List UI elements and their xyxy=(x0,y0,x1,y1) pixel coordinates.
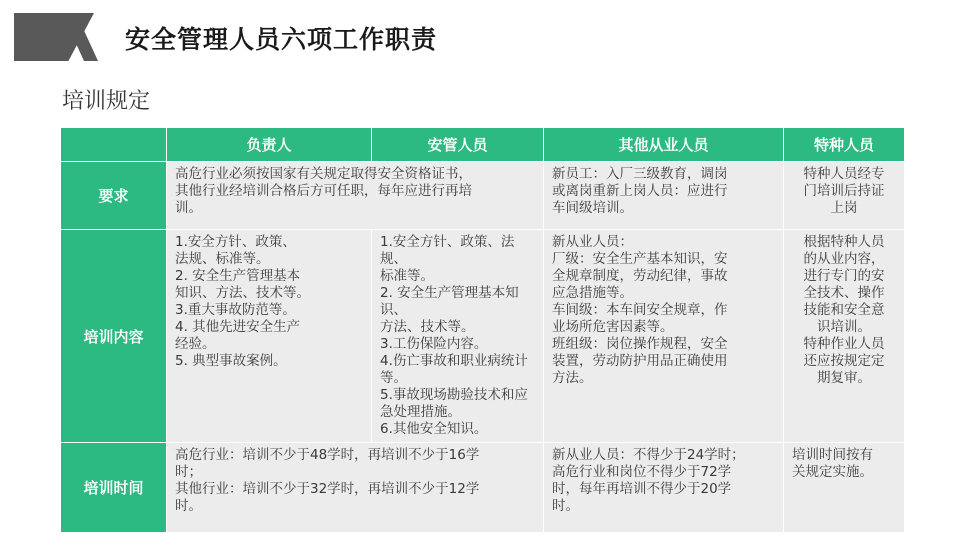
page-title: 安全管理人员六项工作职责 xyxy=(125,25,438,54)
text-line: 时； xyxy=(175,464,202,480)
text-line: 特种作业人员 xyxy=(803,336,885,352)
text-line: 厂级：安全生产基本知识，安 xyxy=(552,251,728,267)
text-line: 等。 xyxy=(380,370,407,386)
text-line: 2. 安全生产管理基本 xyxy=(175,268,301,284)
requirements-merged-cell xyxy=(167,162,544,230)
text-line: 还应按规定定 xyxy=(803,353,885,369)
content-special-cell xyxy=(784,230,905,443)
text-line: 方法。 xyxy=(552,370,593,386)
text-line: 期复审。 xyxy=(817,370,871,386)
text-line: 识培训。 xyxy=(817,319,871,335)
text-line: 经验。 xyxy=(175,336,216,352)
chevron-decor-icon xyxy=(62,13,98,61)
table-corner-cell xyxy=(61,128,167,162)
text-line: 3.重大事故防范等。 xyxy=(175,302,296,318)
text-line: 6.其他安全知识。 xyxy=(380,421,488,437)
duration-special-cell xyxy=(784,443,905,533)
text-line: 关规定实施。 xyxy=(792,464,873,480)
text-line: 标准等。 xyxy=(380,268,434,284)
requirements-special-cell xyxy=(784,162,905,230)
text-line: 4. 其他先进安全生产 xyxy=(175,319,301,335)
duration-others-cell xyxy=(544,443,784,533)
content-responsible-cell xyxy=(167,230,372,443)
text-line: 门培训后持证 xyxy=(803,183,885,199)
training-rules-table xyxy=(60,127,905,533)
text-line: 4.伤亡事故和职业病统计 xyxy=(380,353,528,369)
text-line: 1.安全方针、政策、法规、 xyxy=(380,234,515,267)
text-line: 业场所危害因素等。 xyxy=(552,319,674,335)
text-line: 高危行业：培训不少于48学时，再培训不少于16学 xyxy=(175,447,480,463)
text-line: 车间级：本车间安全规章，作 xyxy=(552,302,728,318)
text-line: 新从业人员： xyxy=(552,234,633,250)
header-responsible: 负责人 xyxy=(167,128,372,162)
text-line: 时，每年再培训不得少于20学 xyxy=(552,481,732,497)
text-line: 培训时间按有 xyxy=(792,447,873,463)
text-line: 其他行业：培训不少于32学时，再培训不少于12学 xyxy=(175,481,480,497)
text-line: 车间级培训。 xyxy=(552,200,633,216)
table-row-content xyxy=(61,230,905,443)
text-line: 班组级：岗位操作规程，安全 xyxy=(552,336,728,352)
text-line: 时。 xyxy=(552,498,579,514)
text-line: 方法、技术等。 xyxy=(380,319,475,335)
text-line: 装置，劳动防护用品正确使用 xyxy=(552,353,728,369)
text-line: 2. 安全生产管理基本知识、 xyxy=(380,285,519,318)
duration-merged-cell xyxy=(167,443,544,533)
content-safety-manager-cell xyxy=(372,230,544,443)
text-line: 全规章制度，劳动纪律，事故 xyxy=(552,268,728,284)
text-line: 1.安全方针、政策、 xyxy=(175,234,296,250)
text-line: 高危行业和岗位不得少于72学 xyxy=(552,464,732,480)
text-line: 其他行业经培训合格后方可任职，每年应进行再培 xyxy=(175,183,472,199)
section-title: 培训规定 xyxy=(62,89,151,114)
header-safety-manager: 安管人员 xyxy=(372,128,544,162)
text-line: 的从业内容， xyxy=(803,251,885,267)
text-line: 技能和安全意 xyxy=(803,302,885,318)
table-row-duration xyxy=(61,443,905,533)
text-line: 高危行业必须按国家有关规定取得安全资格证书， xyxy=(175,166,472,182)
text-line: 5.事故现场勘验技术和应 xyxy=(380,387,528,403)
header-other-staff: 其他从业人员 xyxy=(544,128,784,162)
text-line: 进行专门的安 xyxy=(803,268,885,284)
text-line: 新员工：入厂三级教育，调岗 xyxy=(552,166,728,182)
text-line: 新从业人员：不得少于24学时； xyxy=(552,447,745,463)
text-line: 法规、标准等。 xyxy=(175,251,270,267)
text-line: 5. 典型事故案例。 xyxy=(175,353,287,369)
text-line: 训。 xyxy=(175,200,202,216)
text-line: 特种人员经专 xyxy=(803,166,885,182)
row-label-content: 培训内容 xyxy=(61,230,167,443)
row-label-requirements: 要求 xyxy=(61,162,167,230)
content-others-cell xyxy=(544,230,784,443)
table-header-row xyxy=(61,128,905,162)
text-line: 时。 xyxy=(175,498,202,514)
text-line: 上岗 xyxy=(830,200,858,216)
text-line: 或离岗重新上岗人员：应进行 xyxy=(552,183,728,199)
text-line: 知识、方法、技术等。 xyxy=(175,285,310,301)
row-label-duration: 培训时间 xyxy=(61,443,167,533)
text-line: 根据特种人员 xyxy=(803,234,885,250)
table-row-requirements xyxy=(61,162,905,230)
text-line: 应急措施等。 xyxy=(552,285,633,301)
requirements-others-cell xyxy=(544,162,784,230)
text-line: 3.工伤保险内容。 xyxy=(380,336,488,352)
text-line: 全技术、操作 xyxy=(803,285,885,301)
header-special-staff: 特种人员 xyxy=(784,128,905,162)
text-line: 急处理措施。 xyxy=(380,404,461,420)
